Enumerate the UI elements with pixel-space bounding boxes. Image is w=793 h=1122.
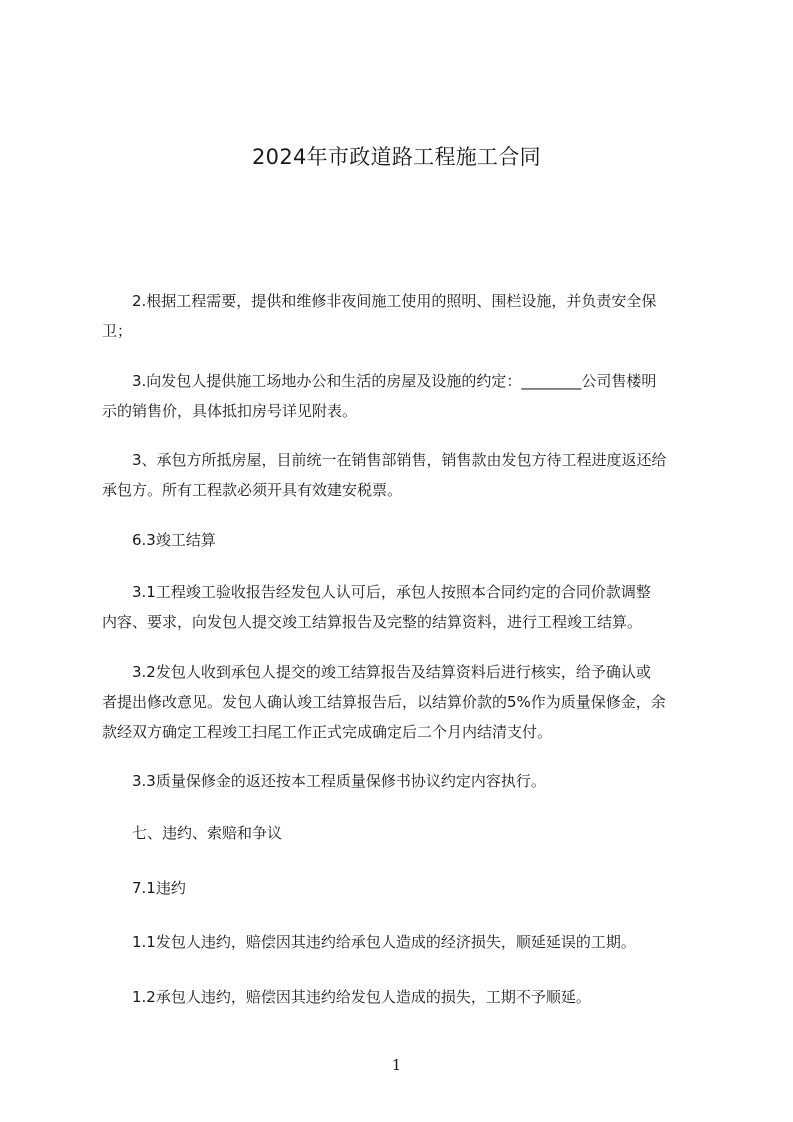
text-line: 卫； (102, 322, 133, 340)
text-line: 3、承包方所抵房屋，目前统一在销售部销售，销售款由发包方待工程进度返还给 (102, 451, 667, 469)
page-number: 1 (391, 1056, 402, 1074)
section-heading-completion-settlement (102, 525, 702, 555)
text-line: 3.3质量保修金的返还按本工程质量保修书协议约定内容执行。 (102, 772, 546, 790)
text-line: 示的销售价，具体抵扣房号详见附表。 (102, 402, 358, 420)
text-line: 3.1工程竣工验收报告经发包人认可后，承包人按照本合同约定的合同价款调整 (102, 583, 651, 601)
text-line: 3.向发包人提供施工场地办公和生活的房屋及设施的约定：________公司售楼明 (102, 372, 657, 390)
document-title: 2024年市政道路工程施工合同 (252, 145, 541, 169)
text-line: 6.3竣工结算 (102, 531, 216, 549)
paragraph-settlement-review (102, 657, 702, 747)
paragraph-office-housing (102, 366, 702, 426)
text-line: 7.1违约 (102, 879, 186, 897)
text-line: 七、违约、索赔和争议 (102, 824, 283, 842)
text-line: 内容、要求，向发包人提交竣工结算报告及完整的结算资料，进行工程竣工结算。 (102, 613, 643, 631)
text-line: 款经双方确定工程竣工扫尾工作正式完成确定后二个月内结清支付。 (102, 723, 553, 741)
paragraph-warranty-return (102, 766, 702, 796)
paragraph-employer-breach (102, 927, 702, 957)
paragraph-settlement-report (102, 577, 702, 637)
text-line: 2.根据工程需要，提供和维修非夜间施工使用的照明、围栏设施，并负责安全保 (102, 292, 657, 310)
text-line: 承包方。所有工程款必须开具有效建安税票。 (102, 481, 403, 499)
text-line: 1.1发包人违约，赔偿因其违约给承包人造成的经济损失，顺延延误的工期。 (102, 933, 636, 951)
section-heading-breach (102, 873, 702, 903)
text-line: 1.2承包人违约，赔偿因其违约给发包人造成的损失，工期不予顺延。 (102, 988, 591, 1006)
text-line: 3.2发包人收到承包人提交的竣工结算报告及结算资料后进行核实，给予确认或 (102, 663, 651, 681)
paragraph-housing-sales (102, 445, 702, 505)
paragraph-site-lighting (102, 286, 702, 346)
paragraph-contractor-breach (102, 982, 702, 1012)
text-line: 者提出修改意见。发包人确认竣工结算报告后，以结算价款的5%作为质量保修金，余 (102, 693, 666, 711)
section-heading-breach-claims (102, 818, 702, 848)
